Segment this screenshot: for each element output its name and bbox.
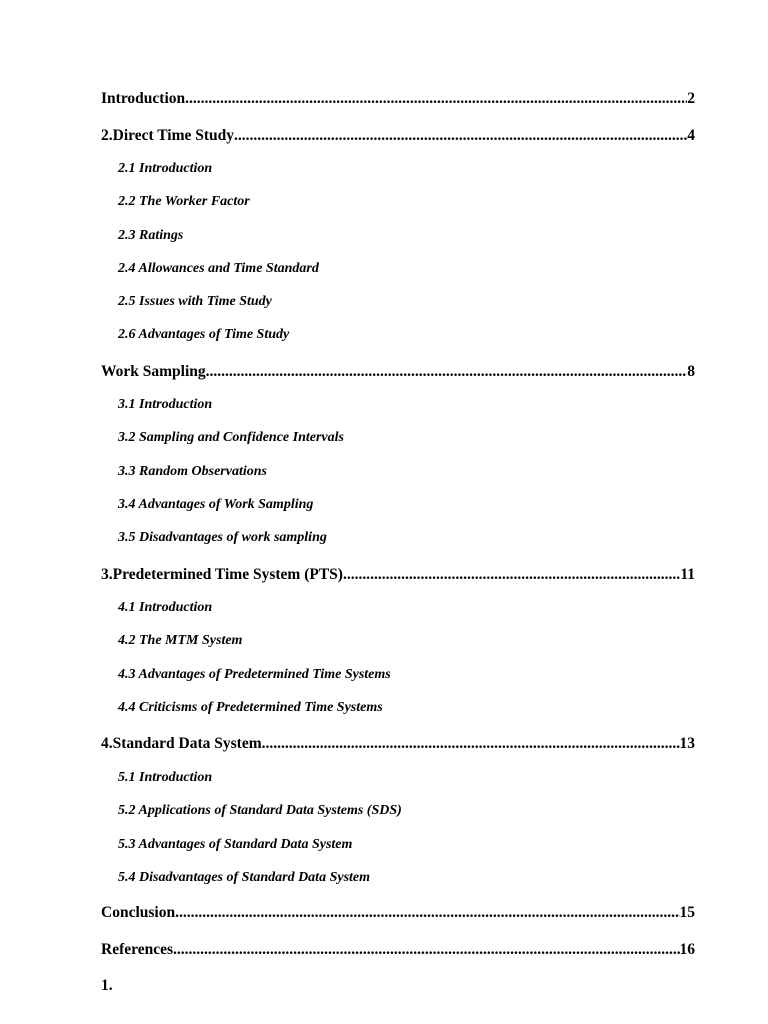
toc-subentry: 3.4 Advantages of Work Sampling bbox=[118, 497, 314, 512]
toc-entry-introduction bbox=[101, 90, 695, 108]
toc-subentry: 3.1 Introduction bbox=[118, 397, 213, 412]
toc-subentry: 5.1 Introduction bbox=[118, 770, 213, 785]
toc-entry-page: 4 bbox=[687, 127, 695, 144]
toc-entry-title: References bbox=[101, 941, 174, 958]
toc-subentry: 5.3 Advantages of Standard Data System bbox=[118, 837, 353, 852]
toc-subentry: 2.6 Advantages of Time Study bbox=[118, 327, 290, 342]
toc-entry-predetermined-time-system bbox=[101, 566, 695, 584]
dot-leader bbox=[234, 127, 687, 145]
toc-subentry: 2.3 Ratings bbox=[118, 228, 184, 243]
toc-subentry: 4.3 Advantages of Predetermined Time Systems bbox=[118, 667, 391, 682]
toc-subentry: 2.5 Issues with Time Study bbox=[118, 294, 272, 309]
toc-entry-conclusion bbox=[101, 904, 695, 922]
toc-entry-page: 2 bbox=[687, 90, 695, 107]
toc-entry-direct-time-study bbox=[101, 127, 695, 145]
dot-leader bbox=[173, 941, 679, 959]
dot-leader bbox=[343, 566, 680, 584]
toc-entry-title: Work Sampling bbox=[101, 363, 206, 380]
toc-entry-standard-data-system bbox=[101, 735, 695, 753]
toc-entry-references bbox=[101, 941, 695, 959]
toc-subentry: 5.2 Applications of Standard Data Systems (SDS) bbox=[118, 803, 402, 818]
dot-leader bbox=[262, 735, 680, 753]
toc-subentry: 3.3 Random Observations bbox=[118, 464, 267, 479]
toc-entry-page: 8 bbox=[687, 363, 695, 380]
toc-entry-title: 2.Direct Time Study bbox=[101, 127, 235, 144]
toc-entry-page: 13 bbox=[679, 735, 695, 752]
toc-entry-title: Introduction bbox=[101, 90, 186, 107]
toc-subentry: 2.1 Introduction bbox=[118, 161, 213, 176]
toc-entry-page: 11 bbox=[680, 566, 695, 583]
dot-leader bbox=[185, 90, 687, 108]
toc-subentry: 3.5 Disadvantages of work sampling bbox=[118, 530, 327, 545]
section-number: 1. bbox=[101, 977, 113, 994]
toc-entry-work-sampling bbox=[101, 363, 695, 381]
toc-subentry: 4.2 The MTM System bbox=[118, 633, 243, 648]
toc-entry-title: Conclusion bbox=[101, 904, 176, 921]
toc-subentry: 3.2 Sampling and Confidence Intervals bbox=[118, 430, 344, 445]
toc-subentry: 2.2 The Worker Factor bbox=[118, 194, 250, 209]
toc-entry-title: 3.Predetermined Time System (PTS) bbox=[101, 566, 343, 583]
toc-entry-title: 4.Standard Data System bbox=[101, 735, 262, 752]
toc-entry-page: 16 bbox=[679, 941, 695, 958]
toc-subentry: 4.4 Criticisms of Predetermined Time Systems bbox=[118, 700, 383, 715]
toc-subentry: 2.4 Allowances and Time Standard bbox=[118, 261, 319, 276]
toc-entry-page: 15 bbox=[679, 904, 695, 921]
dot-leader bbox=[175, 904, 679, 922]
toc-subentry: 4.1 Introduction bbox=[118, 600, 213, 615]
dot-leader bbox=[206, 363, 688, 381]
toc-subentry: 5.4 Disadvantages of Standard Data System bbox=[118, 870, 371, 885]
